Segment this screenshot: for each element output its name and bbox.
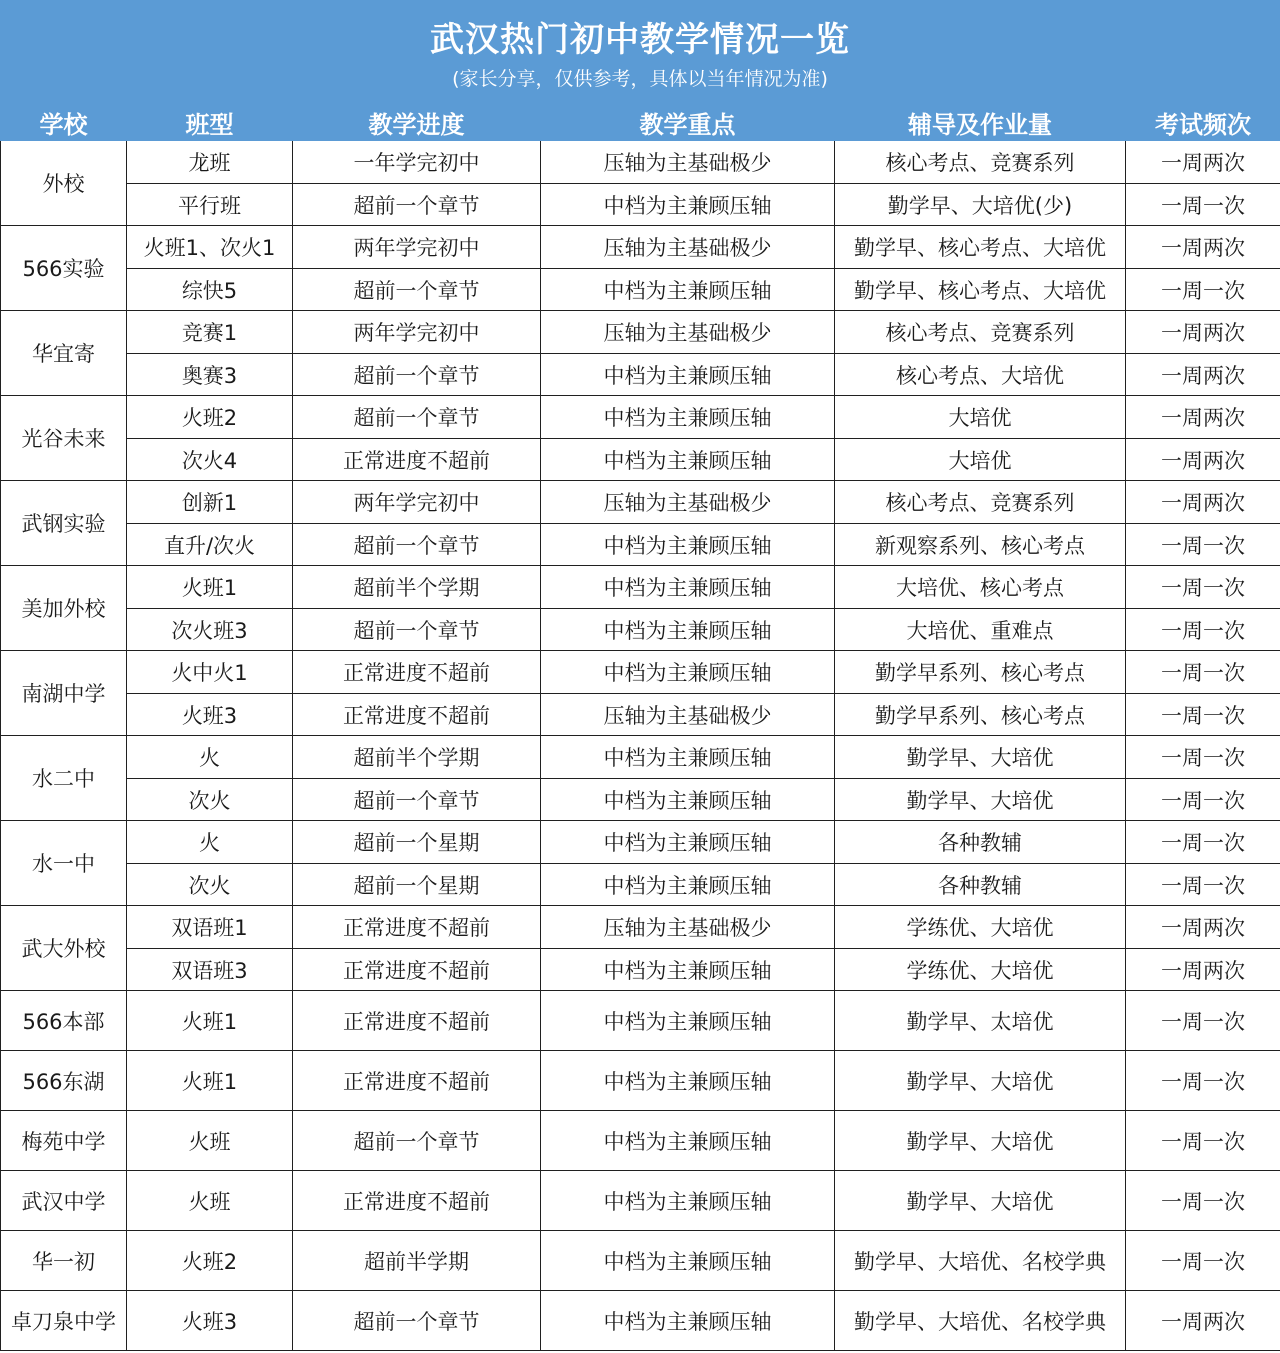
school-name-cell: 水二中 [1,736,127,821]
table-row [1,779,1280,821]
table-row [1,1231,1280,1291]
focus-cell: 中档为主兼顾压轴 [541,864,835,906]
page-header [0,0,1280,104]
progress-cell: 超前半个学期 [293,566,541,609]
exam-frequency-cell: 一周一次 [1126,864,1280,906]
class-type-cell: 火班 [127,1111,293,1171]
column-header-homework: 辅导及作业量 [835,105,1126,141]
table-row [1,609,1280,651]
homework-cell: 新观察系列、核心考点 [835,524,1126,566]
focus-cell: 中档为主兼顾压轴 [541,396,835,439]
progress-cell: 超前一个章节 [293,354,541,396]
exam-frequency-cell: 一周两次 [1126,396,1280,439]
homework-cell: 大培优、核心考点 [835,566,1126,609]
focus-cell: 中档为主兼顾压轴 [541,1111,835,1171]
exam-frequency-cell: 一周一次 [1126,1231,1280,1291]
exam-frequency-cell: 一周一次 [1126,1051,1280,1111]
table-row [1,184,1280,226]
homework-cell: 勤学早、大培优 [835,1051,1126,1111]
school-name-cell: 美加外校 [1,566,127,651]
table-row [1,439,1280,481]
school-name-cell: 华一初 [1,1231,127,1291]
exam-frequency-cell: 一周两次 [1126,354,1280,396]
homework-cell: 核心考点、竞赛系列 [835,311,1126,354]
homework-cell: 大培优 [835,439,1126,481]
school-name-cell: 566实验 [1,226,127,311]
progress-cell: 正常进度不超前 [293,906,541,949]
focus-cell: 压轴为主基础极少 [541,694,835,736]
focus-cell: 中档为主兼顾压轴 [541,609,835,651]
table-row [1,1171,1280,1231]
table-row [1,1291,1280,1351]
focus-cell: 压轴为主基础极少 [541,141,835,184]
focus-cell: 中档为主兼顾压轴 [541,991,835,1051]
class-type-cell: 竞赛1 [127,311,293,354]
table-row [1,1051,1280,1111]
class-type-cell: 直升/次火 [127,524,293,566]
progress-cell: 超前一个章节 [293,396,541,439]
school-table [0,104,1280,1351]
progress-cell: 超前一个章节 [293,779,541,821]
exam-frequency-cell: 一周一次 [1126,566,1280,609]
focus-cell: 中档为主兼顾压轴 [541,949,835,991]
exam-frequency-cell: 一周一次 [1126,524,1280,566]
class-type-cell: 平行班 [127,184,293,226]
focus-cell: 中档为主兼顾压轴 [541,1291,835,1351]
progress-cell: 超前一个章节 [293,524,541,566]
school-name-cell: 华宜寄 [1,311,127,396]
focus-cell: 中档为主兼顾压轴 [541,269,835,311]
progress-cell: 超前一个星期 [293,864,541,906]
exam-frequency-cell: 一周一次 [1126,651,1280,694]
homework-cell: 勤学早系列、核心考点 [835,694,1126,736]
focus-cell: 压轴为主基础极少 [541,906,835,949]
progress-cell: 超前一个星期 [293,821,541,864]
focus-cell: 中档为主兼顾压轴 [541,1171,835,1231]
class-type-cell: 次火4 [127,439,293,481]
class-type-cell: 火班 [127,1171,293,1231]
homework-cell: 勤学早、大培优、名校学典 [835,1231,1126,1291]
exam-frequency-cell: 一周一次 [1126,779,1280,821]
progress-cell: 超前一个章节 [293,184,541,226]
school-name-cell: 566东湖 [1,1051,127,1111]
progress-cell: 超前半个学期 [293,736,541,779]
school-name-cell: 外校 [1,141,127,226]
progress-cell: 超前一个章节 [293,609,541,651]
progress-cell: 超前一个章节 [293,1291,541,1351]
homework-cell: 勤学早、大培优(少) [835,184,1126,226]
table-row [1,524,1280,566]
table-row [1,906,1280,949]
class-type-cell: 综快5 [127,269,293,311]
homework-cell: 大培优、重难点 [835,609,1126,651]
school-name-cell: 梅苑中学 [1,1111,127,1171]
focus-cell: 中档为主兼顾压轴 [541,1231,835,1291]
class-type-cell: 次火 [127,779,293,821]
focus-cell: 中档为主兼顾压轴 [541,736,835,779]
class-type-cell: 火班1、次火1 [127,226,293,269]
class-type-cell: 双语班3 [127,949,293,991]
exam-frequency-cell: 一周一次 [1126,1111,1280,1171]
focus-cell: 中档为主兼顾压轴 [541,524,835,566]
class-type-cell: 火中火1 [127,651,293,694]
table-row [1,311,1280,354]
class-type-cell: 龙班 [127,141,293,184]
homework-cell: 勤学早、大培优 [835,1171,1126,1231]
table-row [1,821,1280,864]
table-row [1,864,1280,906]
table-row [1,736,1280,779]
class-type-cell: 火班2 [127,1231,293,1291]
class-type-cell: 奥赛3 [127,354,293,396]
homework-cell: 学练优、大培优 [835,949,1126,991]
class-type-cell: 创新1 [127,481,293,524]
progress-cell: 正常进度不超前 [293,439,541,481]
exam-frequency-cell: 一周两次 [1126,949,1280,991]
column-header-exam-frequency: 考试频次 [1126,105,1280,141]
focus-cell: 中档为主兼顾压轴 [541,821,835,864]
page-subtitle: (家长分享，仅供参考，具体以当年情况为准) [452,68,828,90]
column-header-class-type: 班型 [127,105,293,141]
homework-cell: 勤学早、大培优 [835,736,1126,779]
exam-frequency-cell: 一周一次 [1126,736,1280,779]
exam-frequency-cell: 一周一次 [1126,694,1280,736]
focus-cell: 中档为主兼顾压轴 [541,651,835,694]
exam-frequency-cell: 一周一次 [1126,184,1280,226]
column-header-progress: 教学进度 [293,105,541,141]
homework-cell: 学练优、大培优 [835,906,1126,949]
homework-cell: 核心考点、竞赛系列 [835,141,1126,184]
table-row [1,694,1280,736]
exam-frequency-cell: 一周一次 [1126,269,1280,311]
table-row [1,269,1280,311]
school-name-cell: 武钢实验 [1,481,127,566]
exam-frequency-cell: 一周两次 [1126,439,1280,481]
table-row [1,949,1280,991]
class-type-cell: 次火班3 [127,609,293,651]
homework-cell: 勤学早、大培优 [835,1111,1126,1171]
class-type-cell: 火班2 [127,396,293,439]
homework-cell: 勤学早系列、核心考点 [835,651,1126,694]
school-name-cell: 武大外校 [1,906,127,991]
homework-cell: 勤学早、核心考点、大培优 [835,226,1126,269]
progress-cell: 两年学完初中 [293,226,541,269]
focus-cell: 中档为主兼顾压轴 [541,1051,835,1111]
column-header-school: 学校 [1,105,127,141]
progress-cell: 超前一个章节 [293,269,541,311]
focus-cell: 中档为主兼顾压轴 [541,779,835,821]
progress-cell: 超前半学期 [293,1231,541,1291]
table-row [1,566,1280,609]
exam-frequency-cell: 一周一次 [1126,1171,1280,1231]
table-row [1,1111,1280,1171]
focus-cell: 压轴为主基础极少 [541,311,835,354]
homework-cell: 各种教辅 [835,821,1126,864]
table-row [1,396,1280,439]
focus-cell: 压轴为主基础极少 [541,226,835,269]
homework-cell: 大培优 [835,396,1126,439]
progress-cell: 正常进度不超前 [293,949,541,991]
table-body [1,141,1280,1351]
focus-cell: 中档为主兼顾压轴 [541,566,835,609]
homework-cell: 勤学早、大培优 [835,779,1126,821]
table-row [1,991,1280,1051]
homework-cell: 勤学早、太培优 [835,991,1126,1051]
column-header-focus: 教学重点 [541,105,835,141]
focus-cell: 中档为主兼顾压轴 [541,439,835,481]
school-name-cell: 武汉中学 [1,1171,127,1231]
exam-frequency-cell: 一周一次 [1126,821,1280,864]
homework-cell: 勤学早、核心考点、大培优 [835,269,1126,311]
table-row [1,651,1280,694]
school-name-cell: 光谷未来 [1,396,127,481]
progress-cell: 正常进度不超前 [293,651,541,694]
school-name-cell: 卓刀泉中学 [1,1291,127,1351]
school-name-cell: 水一中 [1,821,127,906]
class-type-cell: 次火 [127,864,293,906]
progress-cell: 一年学完初中 [293,141,541,184]
progress-cell: 超前一个章节 [293,1111,541,1171]
class-type-cell: 火班1 [127,1051,293,1111]
class-type-cell: 火班1 [127,991,293,1051]
homework-cell: 核心考点、大培优 [835,354,1126,396]
progress-cell: 正常进度不超前 [293,694,541,736]
progress-cell: 正常进度不超前 [293,1051,541,1111]
school-name-cell: 南湖中学 [1,651,127,736]
exam-frequency-cell: 一周一次 [1126,991,1280,1051]
table-row [1,226,1280,269]
school-name-cell: 566本部 [1,991,127,1051]
page-title: 武汉热门初中教学情况一览 [430,20,850,60]
table-row [1,481,1280,524]
focus-cell: 中档为主兼顾压轴 [541,354,835,396]
class-type-cell: 火班3 [127,694,293,736]
exam-frequency-cell: 一周两次 [1126,141,1280,184]
focus-cell: 压轴为主基础极少 [541,481,835,524]
class-type-cell: 火 [127,736,293,779]
exam-frequency-cell: 一周两次 [1126,226,1280,269]
homework-cell: 勤学早、大培优、名校学典 [835,1291,1126,1351]
class-type-cell: 火班3 [127,1291,293,1351]
table-row [1,354,1280,396]
focus-cell: 中档为主兼顾压轴 [541,184,835,226]
class-type-cell: 火班1 [127,566,293,609]
exam-frequency-cell: 一周两次 [1126,1291,1280,1351]
homework-cell: 核心考点、竞赛系列 [835,481,1126,524]
homework-cell: 各种教辅 [835,864,1126,906]
exam-frequency-cell: 一周一次 [1126,609,1280,651]
progress-cell: 两年学完初中 [293,481,541,524]
progress-cell: 正常进度不超前 [293,991,541,1051]
progress-cell: 正常进度不超前 [293,1171,541,1231]
exam-frequency-cell: 一周两次 [1126,481,1280,524]
class-type-cell: 火 [127,821,293,864]
table-row [1,141,1280,184]
class-type-cell: 双语班1 [127,906,293,949]
exam-frequency-cell: 一周两次 [1126,311,1280,354]
progress-cell: 两年学完初中 [293,311,541,354]
exam-frequency-cell: 一周两次 [1126,906,1280,949]
table-header-row [1,105,1280,141]
